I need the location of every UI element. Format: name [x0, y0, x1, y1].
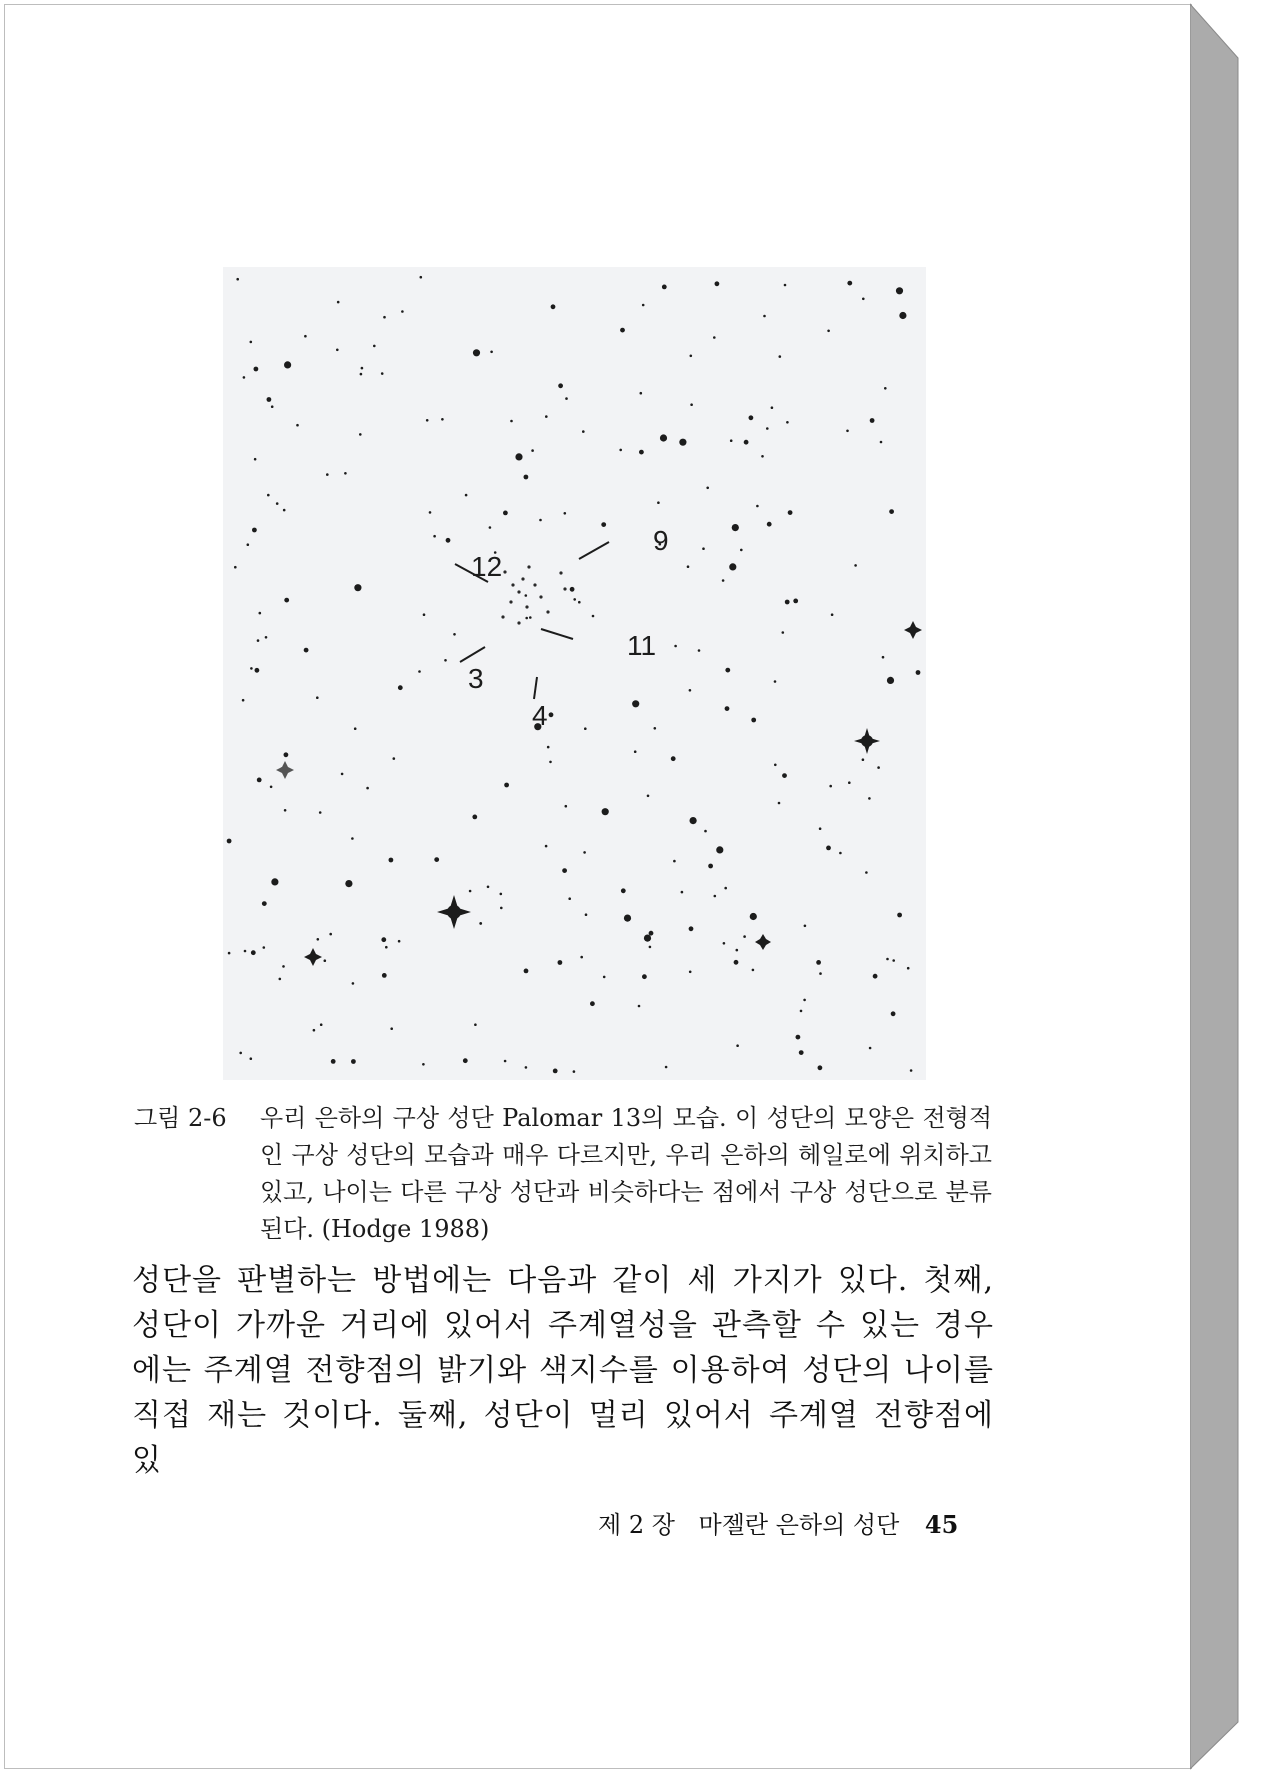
star [889, 509, 894, 514]
palomar-13-photo [223, 267, 926, 1080]
star [570, 587, 575, 592]
star [329, 933, 332, 936]
star [354, 584, 361, 591]
star [490, 351, 493, 354]
star [244, 950, 247, 953]
star [344, 472, 347, 475]
star [736, 949, 739, 952]
star [320, 1023, 323, 1026]
star [584, 727, 587, 730]
star [373, 345, 376, 348]
star [698, 649, 701, 652]
star [324, 959, 327, 962]
star [284, 598, 289, 603]
star [782, 773, 787, 778]
star [679, 439, 686, 446]
cluster-label-9: 9 [653, 525, 669, 556]
star [886, 958, 889, 961]
star [690, 403, 693, 406]
star [724, 887, 727, 890]
star [313, 1029, 316, 1032]
star [254, 458, 257, 461]
star [227, 839, 232, 844]
star [910, 1069, 913, 1072]
star [778, 802, 781, 805]
star [782, 631, 785, 634]
star [234, 566, 237, 569]
star [729, 563, 736, 570]
star [474, 1023, 477, 1026]
star [734, 960, 739, 965]
star [750, 913, 757, 920]
star [267, 397, 272, 402]
star [640, 392, 643, 395]
star [446, 538, 451, 543]
star [284, 752, 289, 757]
star [444, 659, 447, 662]
star [504, 1060, 507, 1063]
star [473, 349, 480, 356]
star [539, 519, 542, 522]
star [469, 890, 472, 893]
star [752, 969, 755, 972]
star [689, 971, 692, 974]
cluster-star [511, 583, 514, 586]
star [393, 757, 396, 760]
star [255, 668, 260, 673]
star [270, 786, 273, 789]
star [854, 564, 857, 567]
star [732, 524, 739, 531]
star [487, 886, 490, 889]
star [826, 846, 831, 851]
star [525, 594, 528, 597]
star [262, 901, 267, 906]
star [892, 959, 895, 962]
star [638, 1005, 641, 1008]
star [788, 510, 793, 515]
cluster-star [539, 595, 542, 598]
star [401, 310, 404, 313]
cluster-star [517, 621, 520, 624]
star [500, 907, 503, 910]
star [337, 301, 340, 304]
star [619, 449, 622, 452]
star [351, 837, 354, 840]
caption-text: 우리 은하의 구상 성단 Palomar 13의 모습. 이 성단의 모양은 전형적인 구상 성단의 모습과 매우 다르지만, 우리 은하의 헤일로에 위치하고 있고, 나이는 다른 구상 성단과 비슷하다는 점에서 구상 성단으로 분류된다. (Hodge 1988) [260, 1104, 992, 1243]
cluster-label-12: 12 [471, 551, 503, 582]
star [359, 433, 362, 436]
star [580, 956, 583, 959]
star [247, 543, 250, 546]
star [251, 950, 256, 955]
star [472, 815, 477, 820]
star [708, 864, 713, 869]
star [583, 851, 586, 854]
star [565, 805, 568, 808]
star [422, 1063, 425, 1066]
star [259, 612, 262, 615]
star [916, 670, 921, 675]
star [639, 450, 644, 455]
star [529, 616, 532, 619]
star [549, 712, 554, 717]
cluster-label-3: 3 [468, 663, 484, 694]
star [723, 942, 726, 945]
star [582, 430, 585, 433]
star [465, 494, 468, 497]
page-edge-shadow [1190, 0, 1263, 1773]
star [525, 1066, 528, 1069]
star [418, 670, 421, 673]
star [590, 1001, 595, 1006]
star [829, 785, 832, 788]
star [632, 700, 639, 707]
star [524, 969, 529, 974]
star [671, 756, 676, 761]
star [689, 689, 692, 692]
star [545, 845, 548, 848]
star [603, 976, 606, 979]
star [665, 1066, 668, 1069]
star [873, 974, 878, 979]
cluster-star [527, 565, 530, 568]
star [390, 1027, 393, 1030]
star [774, 680, 777, 683]
star [479, 922, 482, 925]
star [284, 361, 291, 368]
star [503, 511, 508, 516]
star [243, 376, 246, 379]
star [381, 937, 386, 942]
star [601, 522, 606, 527]
star [897, 913, 902, 918]
star [847, 281, 852, 286]
star [585, 913, 588, 916]
star [361, 367, 364, 370]
star [592, 615, 595, 618]
star [573, 1070, 576, 1073]
body-paragraph: 성단을 판별하는 방법에는 다음과 같이 세 가지가 있다. 첫째, 성단이 가까운 거리에 있어서 주계열성을 관측할 수 있는 경우에는 주계열 전향점의 밝기와 색지수를 이용하여 성단의 나이를 직접 재는 것이다. 둘째, 성단이 멀리 있어서 주계열 전향점에 있 [132, 1263, 994, 1478]
star [296, 424, 299, 427]
star [236, 278, 239, 281]
star [547, 746, 550, 749]
star [265, 636, 268, 639]
star [702, 547, 705, 550]
star [279, 978, 282, 981]
star [304, 335, 307, 338]
star [880, 441, 883, 444]
star [504, 783, 509, 788]
cluster-star [533, 583, 536, 586]
star [713, 336, 716, 339]
star [657, 501, 660, 504]
star [284, 809, 287, 812]
star [524, 475, 529, 480]
star [799, 1050, 804, 1055]
star [254, 367, 259, 372]
star [331, 1059, 336, 1064]
star [786, 421, 789, 424]
cluster-star [521, 577, 524, 580]
star [385, 946, 388, 949]
star [267, 494, 270, 497]
star [887, 677, 894, 684]
star [869, 1047, 872, 1050]
star [660, 434, 667, 441]
star [366, 787, 369, 790]
star [573, 598, 576, 601]
star [257, 778, 262, 783]
star [647, 795, 650, 798]
star [870, 418, 875, 423]
star [602, 808, 609, 815]
star [793, 599, 798, 604]
star [819, 827, 822, 830]
star [336, 349, 339, 352]
footer-chapter: 제 2 장 [598, 1511, 675, 1539]
star [621, 888, 626, 893]
star [383, 316, 386, 319]
star [714, 895, 717, 898]
star [848, 781, 851, 784]
star [715, 281, 720, 286]
star [228, 952, 231, 955]
star [283, 509, 286, 512]
star [352, 982, 355, 985]
star [564, 512, 567, 515]
star [398, 685, 403, 690]
star [662, 285, 667, 290]
star [868, 797, 871, 800]
star [381, 372, 384, 375]
star [749, 415, 754, 420]
star [441, 418, 444, 421]
star [389, 858, 394, 863]
star [250, 667, 253, 670]
star [736, 1044, 739, 1047]
star [649, 946, 652, 949]
star [690, 355, 693, 358]
star [877, 766, 880, 769]
cluster-star [546, 610, 549, 613]
star [649, 931, 654, 936]
star [767, 522, 772, 527]
star [551, 304, 556, 309]
star [722, 579, 725, 582]
star [751, 718, 756, 723]
star [620, 328, 625, 333]
star [578, 601, 581, 604]
star-field [223, 267, 926, 1080]
star [326, 473, 329, 476]
star [725, 668, 730, 673]
star [257, 639, 260, 642]
star [740, 549, 743, 552]
star [744, 440, 749, 445]
star [434, 857, 439, 862]
footer-title: 마젤란 은하의 성단 [698, 1511, 900, 1539]
star [515, 453, 522, 460]
star [553, 1069, 558, 1074]
star [429, 511, 432, 514]
star [304, 648, 309, 653]
star [271, 405, 274, 408]
star [250, 1057, 253, 1060]
star [690, 817, 697, 824]
star [351, 1059, 356, 1064]
star [771, 406, 774, 409]
star [624, 915, 631, 922]
star [531, 449, 534, 452]
star [426, 419, 429, 422]
star [642, 304, 645, 307]
star [562, 868, 567, 873]
cluster-label-4: 4 [532, 700, 548, 731]
cluster-star [563, 587, 566, 590]
star [730, 439, 733, 442]
star [785, 600, 790, 605]
figure-number: 그림 2-6 [134, 1104, 227, 1132]
star [558, 960, 563, 965]
star [420, 276, 423, 279]
star [250, 341, 253, 344]
star [681, 891, 684, 894]
star [558, 383, 563, 388]
star [827, 330, 830, 333]
star [800, 1010, 803, 1013]
star [239, 1052, 242, 1055]
star [654, 727, 657, 730]
star [756, 505, 759, 508]
star [565, 397, 568, 400]
star [271, 878, 278, 885]
star [899, 312, 906, 319]
figure-caption [134, 1100, 992, 1248]
star [500, 893, 503, 896]
star [360, 373, 363, 376]
star [382, 973, 387, 978]
cluster-star [501, 615, 504, 618]
star [725, 706, 730, 711]
star [907, 967, 910, 970]
star [453, 633, 456, 636]
star [862, 758, 865, 761]
star [896, 287, 903, 294]
star [891, 1011, 896, 1016]
star [568, 897, 571, 900]
star [884, 387, 887, 390]
star [317, 938, 320, 941]
star [398, 940, 401, 943]
star [706, 487, 709, 490]
cluster-star [525, 605, 528, 608]
star [463, 1058, 468, 1063]
star [818, 1065, 823, 1070]
page-footer [598, 1505, 958, 1540]
star [689, 926, 694, 931]
star [862, 298, 865, 301]
star [882, 656, 885, 659]
star [242, 699, 245, 702]
star [345, 880, 352, 887]
star [674, 645, 677, 648]
star [673, 860, 676, 863]
star [865, 871, 868, 874]
star [687, 565, 690, 568]
cluster-star [559, 571, 562, 574]
star [549, 761, 552, 764]
page-number: 45 [924, 1510, 959, 1539]
star [341, 773, 344, 776]
star [796, 1035, 801, 1040]
star [804, 925, 807, 928]
cluster-star [517, 590, 520, 593]
star [743, 935, 746, 938]
star [423, 613, 426, 616]
cluster-star [509, 600, 512, 603]
star [319, 811, 322, 814]
star [819, 972, 822, 975]
star [816, 960, 821, 965]
star [276, 502, 279, 505]
star [525, 617, 528, 620]
star [704, 830, 707, 833]
star [510, 420, 513, 423]
star [316, 696, 319, 699]
star [803, 999, 806, 1002]
star [839, 852, 842, 855]
star [354, 727, 357, 730]
star [282, 965, 285, 968]
cluster-star [503, 570, 506, 573]
star [433, 535, 436, 538]
star [779, 355, 782, 358]
star [716, 846, 723, 853]
star [774, 764, 777, 767]
star [489, 526, 492, 529]
star [263, 946, 266, 949]
star [642, 974, 647, 979]
star [766, 427, 769, 430]
star [846, 430, 849, 433]
star [784, 284, 787, 287]
star [761, 455, 764, 458]
star [545, 415, 548, 418]
star [634, 750, 637, 753]
star [252, 528, 257, 533]
star [831, 613, 834, 616]
cluster-label-11: 11 [627, 630, 657, 661]
star [644, 935, 651, 942]
star [763, 315, 766, 318]
